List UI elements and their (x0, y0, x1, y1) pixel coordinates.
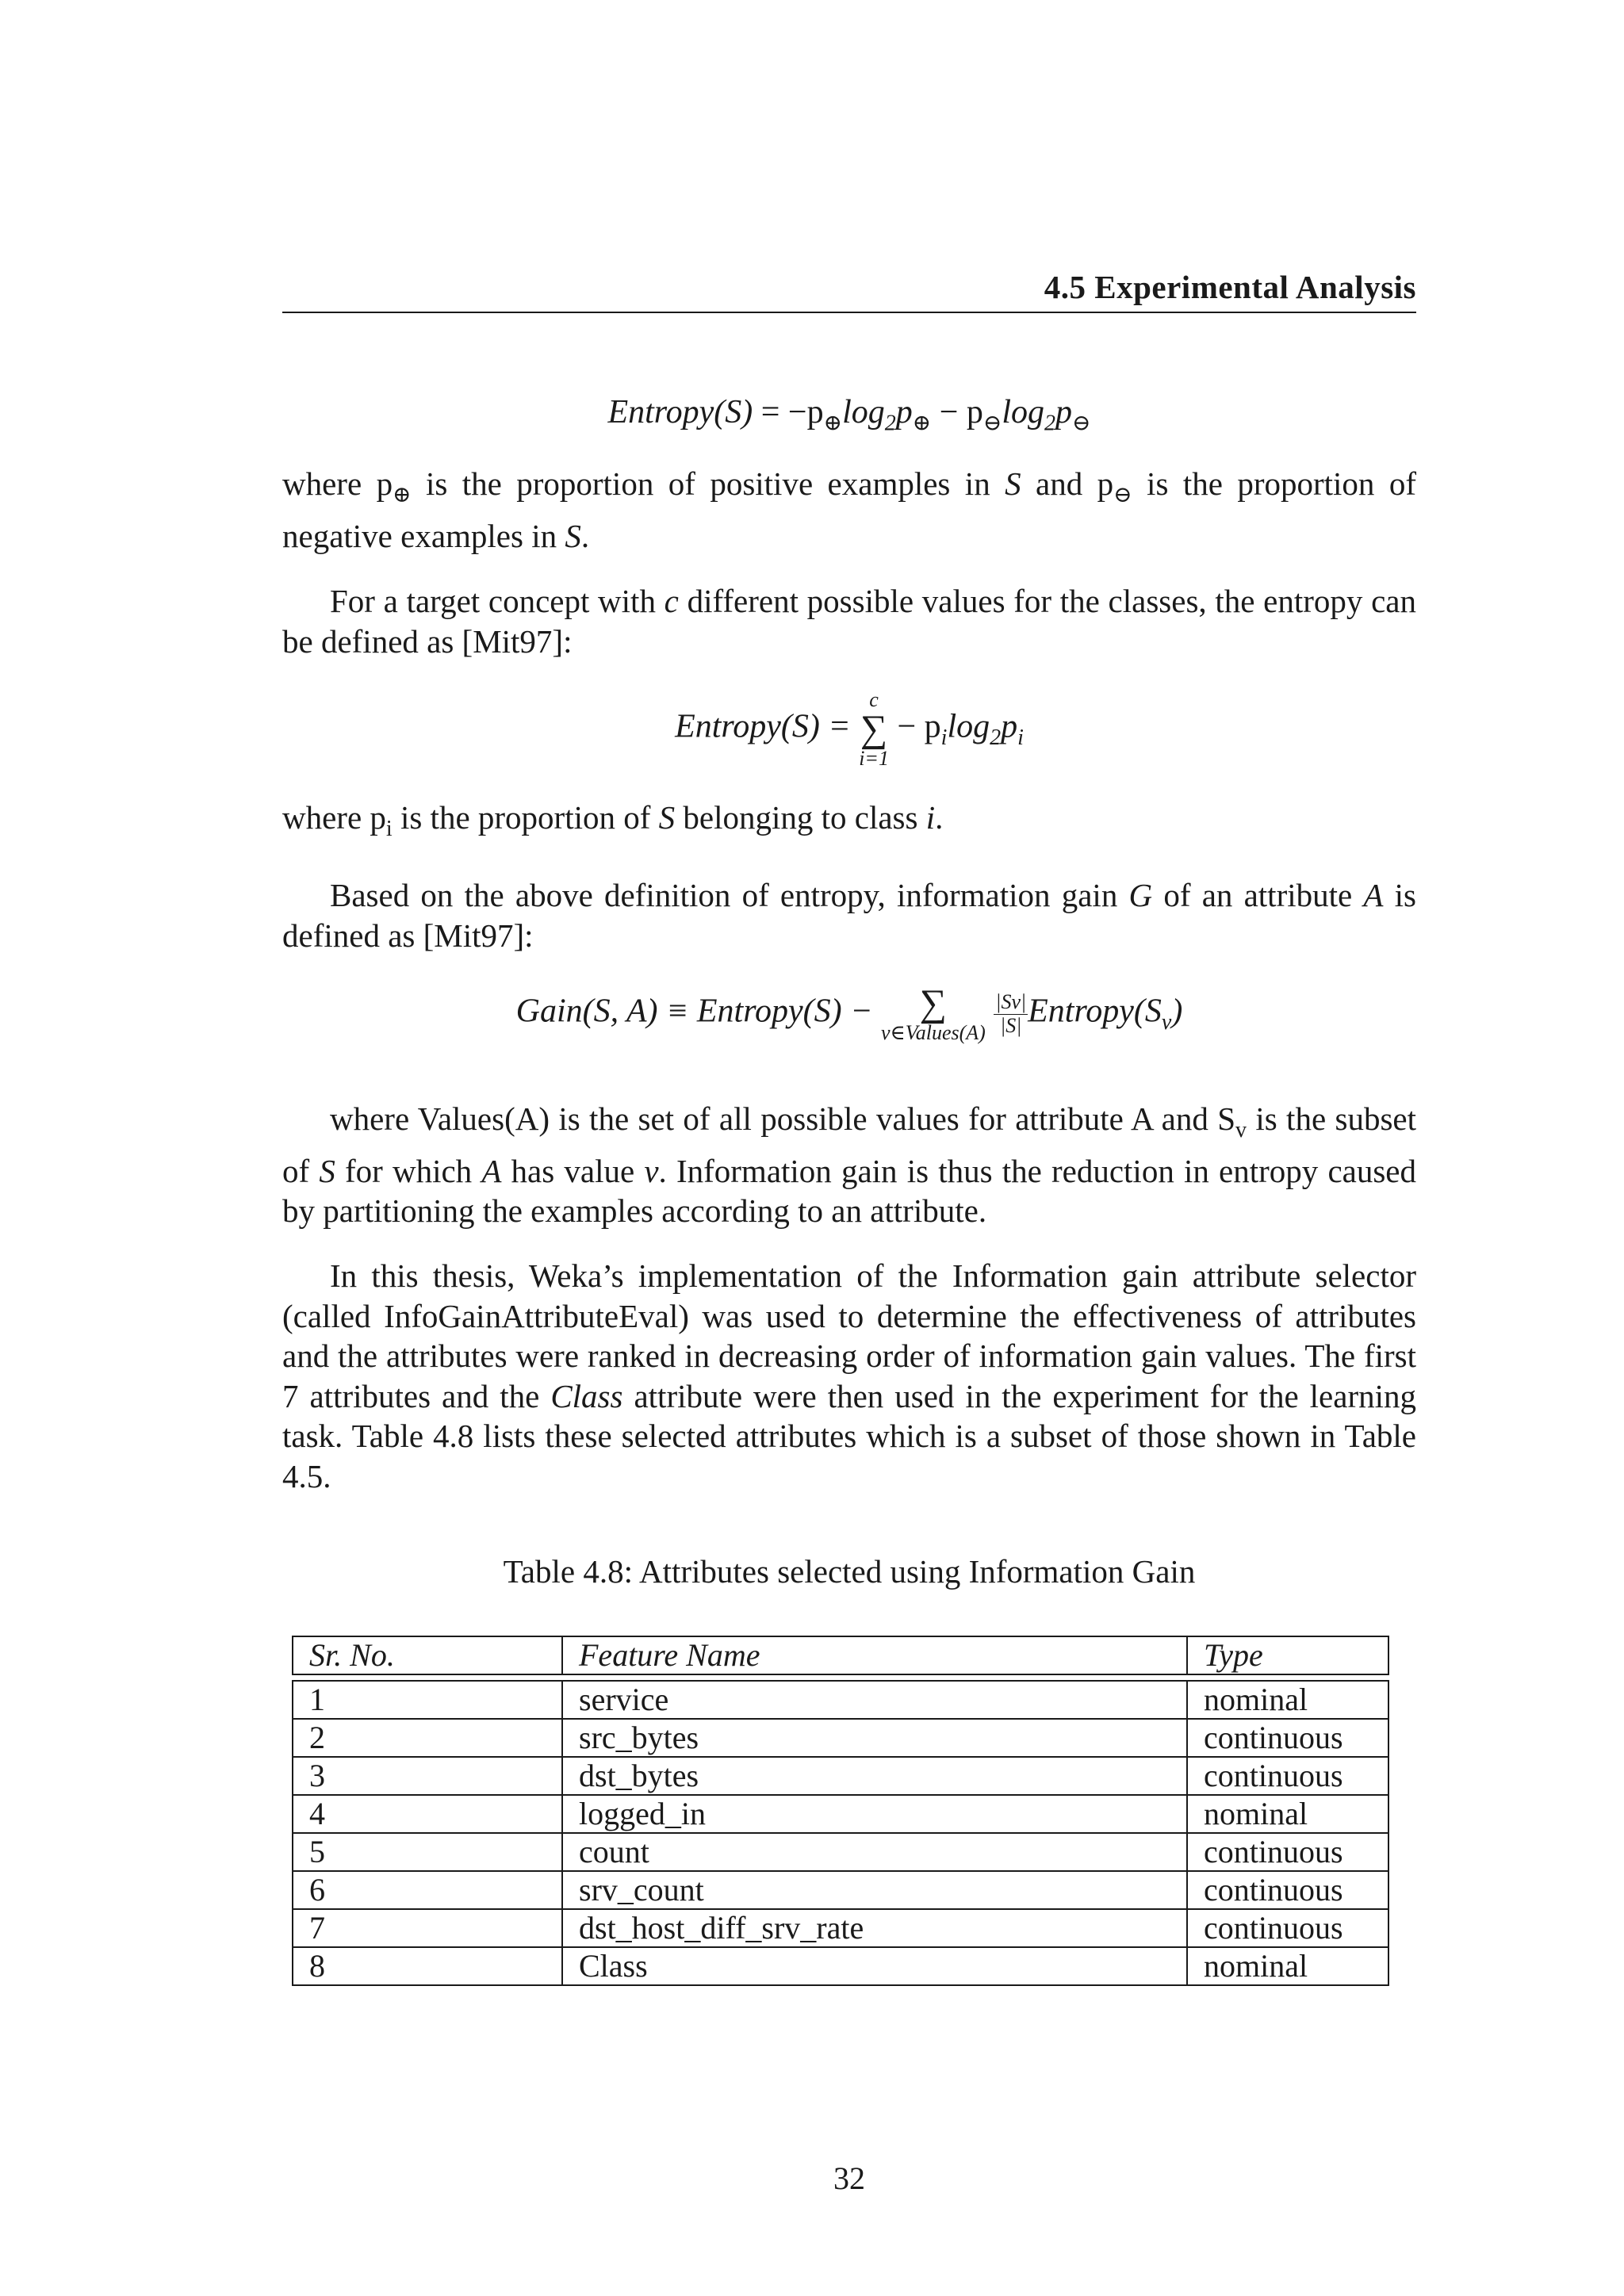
entropy-binary-equation: Entropy(S) = $-p_\oplus\log_2p_\oplus - p_⊖\log_2p_⊖$ (607, 394, 1091, 436)
cell-sr-no: 1 (292, 1680, 561, 1720)
cell-type: nominal (1186, 1948, 1389, 1986)
paragraph-weka-implementation: In this thesis, Weka’s implementation of the Information gain attribute selector (called InfoGainAttributeEval) was used to determine the effectiveness of attributes and the attributes were ranked in decreasing order of information gain values. The first 7 attributes and the Class attribute were then used in the experiment for the learning task. Table 4.8 lists these selected attributes which is a subset of those shown in Table 4.5. (282, 1257, 1416, 1494)
page-number: 32 (833, 2160, 865, 2196)
table-row (292, 1834, 1389, 1872)
paragraph-information-gain: Based on the above definition of entropy, information gain G of an attribute A is defined as [Mit97]: (282, 877, 1416, 954)
table-row (292, 1910, 1389, 1948)
table-row (292, 1680, 1389, 1720)
cell-feature-name: logged_in (561, 1796, 1186, 1834)
header-rule (282, 312, 1416, 313)
cell-sr-no: 4 (292, 1796, 561, 1834)
summation-operator: ∑ v∈Values(A) (880, 982, 986, 1044)
header-cell-feature-name: Feature Name (561, 1636, 1186, 1675)
header-cell-type: Type (1186, 1636, 1389, 1675)
paragraph-values-definition: where Values(A) is the set of all possible values for attribute A and $S_v$ is the subset of S for which A has value v. Information gain is thus the reduction in entropy caused by partitioning the examples according to an attribute. (282, 1100, 1417, 1230)
attributes-table (292, 1636, 1389, 1986)
entropy-multiclass-equation: Entropy(S) = c ∑ i=1 − $p_i\log_2p_i$ (675, 688, 1024, 770)
table-row (292, 1872, 1389, 1910)
table-row (292, 1796, 1389, 1834)
table-row (292, 1720, 1389, 1758)
fraction: $\frac{|Sv|}{|S|}$ (995, 989, 1027, 1037)
cell-feature-name: dst_host_diff_srv_rate (561, 1910, 1186, 1948)
cell-feature-name: srv_count (561, 1872, 1186, 1910)
paragraph-class-proportion: where $p_i$ is the proportion of S belonging to class i. (282, 799, 944, 842)
paragraph-target-concept: For a target concept with c different possible values for the classes, the entropy can be defined as [Mit97]: (282, 583, 1416, 660)
cell-feature-name: src_bytes (561, 1720, 1186, 1758)
table-row (292, 1758, 1389, 1796)
cell-type: continuous (1186, 1872, 1389, 1910)
cell-sr-no: 7 (292, 1910, 561, 1948)
cell-type: nominal (1186, 1680, 1389, 1720)
table-caption: Table 4.8: Attributes selected using Information Gain (503, 1553, 1196, 1590)
cell-feature-name: count (561, 1834, 1186, 1872)
running-header: 4.5 Experimental Analysis (1044, 269, 1416, 305)
cell-type: continuous (1186, 1910, 1389, 1948)
cell-feature-name: dst_bytes (561, 1758, 1186, 1796)
header-cell-sr-no: Sr. No. (292, 1636, 561, 1675)
table-header-row (292, 1636, 1389, 1675)
cell-feature-name: Class (561, 1948, 1186, 1986)
cell-sr-no: 5 (292, 1834, 561, 1872)
cell-feature-name: service (561, 1680, 1186, 1720)
cell-type: continuous (1186, 1758, 1389, 1796)
cell-sr-no: 2 (292, 1720, 561, 1758)
cell-type: continuous (1186, 1834, 1389, 1872)
cell-type: nominal (1186, 1796, 1389, 1834)
cell-type: continuous (1186, 1720, 1389, 1758)
gain-equation: Gain(S, A) ≡ Entropy(S) − ∑ v∈Values(A) $\frac{|Sv|}{|S|}$ $Entropy(S_v)$ (515, 982, 1183, 1044)
cell-sr-no: 6 (292, 1872, 561, 1910)
table-row (292, 1948, 1389, 1986)
cell-sr-no: 8 (292, 1948, 561, 1986)
summation-operator: c ∑ i=1 (859, 688, 889, 770)
cell-sr-no: 3 (292, 1758, 561, 1796)
paragraph-proportions: where $p_\oplus$ is the proportion of positive examples in S and $p_⊖$ is the proportion of negative examples in S. (282, 465, 1416, 554)
